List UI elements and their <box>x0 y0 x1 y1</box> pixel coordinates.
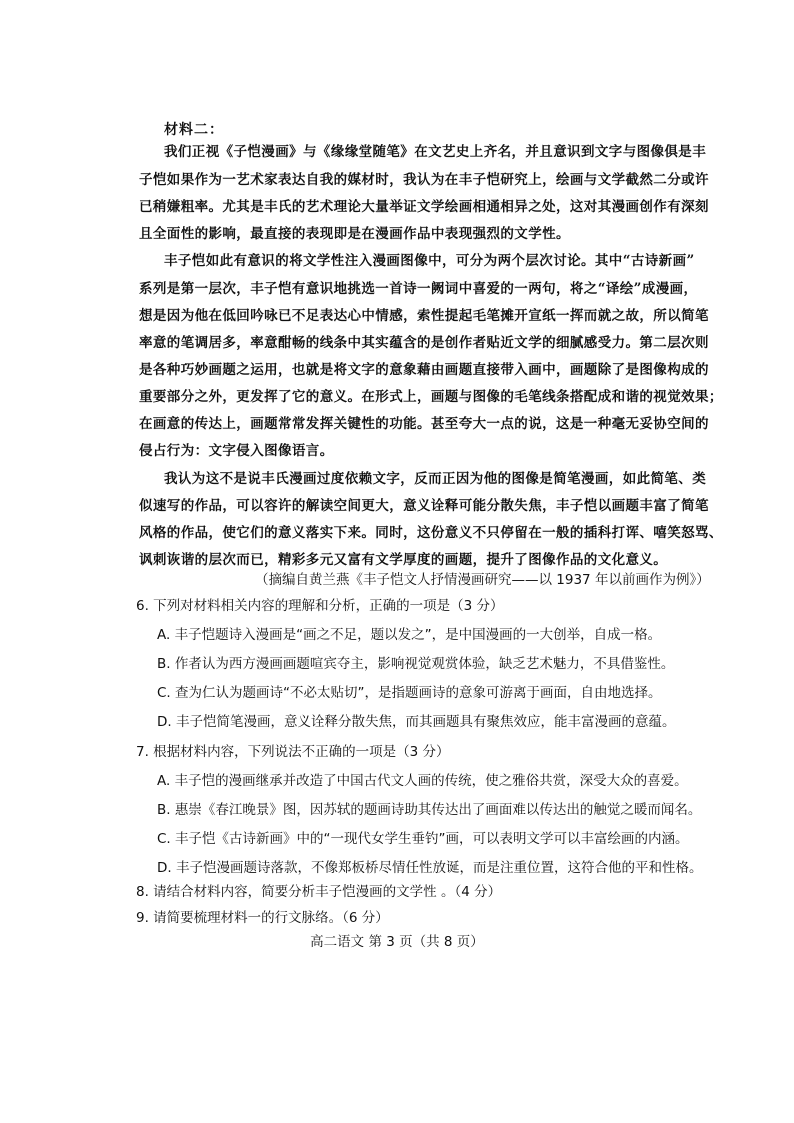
paragraph-line: 且全面性的影响，最直接的表现即是在漫画作品中表现强烈的文学性。 <box>139 226 570 242</box>
question-6-option-b: B. 作者认为西方漫画画题喧宾夺主，影响视觉观赏体验，缺乏艺术魅力，不具借鉴性。 <box>157 656 675 672</box>
question-6-option-c: C. 查为仁认为题画诗“不必太贴切”，是指题画诗的意象可游离于画面，自由地选择。 <box>157 685 662 701</box>
paragraph-line: 率意的笔调居多，率意酣畅的线条中其实蕴含的是创作者贴近文学的细腻感受力。第二层次则 <box>139 335 709 351</box>
paragraph-line: 系列是第一层次，丰子恺有意识地挑选一首诗一阙词中喜爱的一两句，将之“译绘”成漫画， <box>139 281 698 297</box>
question-6-option-a: A. 丰子恺题诗入漫画是“画之不足，题以发之”，是中国漫画的一大创举，自成一格。 <box>157 627 662 643</box>
paragraph-line: 风格的作品，使它们的意义落实下来。同时，这份意义不只停留在一般的插科打诨、嘻笑怒骂、 <box>139 525 723 541</box>
question-7-option-b: B. 惠崇《春江晚景》图，因苏轼的题画诗助其传达出了画面难以传达出的触觉之暖而闻名。 <box>157 802 702 818</box>
paragraph-line: 侵占行为：文字侵入图像语言。 <box>139 443 334 459</box>
page-footer: 高二语文 第 3 页（共 8 页） <box>310 934 484 950</box>
paragraph-line: 想是因为他在低回吟咏已不足表达心中情感，索性提起毛笔摊开宣纸一挥而就之故，所以简笔 <box>139 308 709 324</box>
paragraph-line: 讽刺诙谐的层次而已，精彩多元又富有文学厚度的画题，提升了图像作品的文化意义。 <box>139 552 668 568</box>
paragraph-line: 似速写的作品，可以容许的解读空间更大，意义诠释可能分散失焦，丰子恺以画题丰富了简笔 <box>139 498 709 514</box>
paragraph-line: 子恺如果作为一艺术家表达自我的媒材时，我认为在丰子恺研究上，绘画与文学截然二分或许 <box>139 172 709 188</box>
citation: （摘编自黄兰燕《丰子恺文人抒情漫画研究——以 1937 年以前画作为例》） <box>255 572 710 588</box>
question-7-option-a: A. 丰子恺的漫画继承并改造了中国古代文人画的传统，使之雅俗共赏，深受大众的喜爱。 <box>157 773 688 789</box>
question-8-stem: 8. 请结合材料内容，简要分析丰子恺漫画的文学性 。（4 分） <box>136 884 502 900</box>
paragraph-line: 丰子恺如此有意识的将文学性注入漫画图像中，可分为两个层次讨论。其中“古诗新画” <box>164 253 695 269</box>
paragraph-line: 我们正视《子恺漫画》与《缘缘堂随笔》在文艺史上齐名，并且意识到文字与图像俱是丰 <box>164 144 707 160</box>
question-9-stem: 9. 请简要梳理材料一的行文脉络。（6 分） <box>136 910 389 926</box>
paragraph-line: 我认为这不是说丰氏漫画过度依赖文字，反而正因为他的图像是简笔漫画，如此简笔、类 <box>164 471 707 487</box>
question-7-option-d: D. 丰子恺漫画题诗落款，不像郑板桥尽情任性放诞，而是注重位置，这符合他的平和性格。 <box>157 860 703 876</box>
question-7-stem: 7. 根据材料内容，下列说法不正确的一项是（3 分） <box>136 744 450 760</box>
question-6-stem: 6. 下列对材料相关内容的理解和分析，正确的一项是（3 分） <box>136 598 504 614</box>
paragraph-line: 是各种巧妙画题之运用，也就是将文字的意象藉由画题直接带入画中，画题除了是图像构成的 <box>139 362 709 378</box>
section-title: 材料二： <box>164 122 224 138</box>
paragraph-line: 重要部分之外，更发挥了它的意义。在形式上，画题与图像的毛笔线条搭配成和谐的视觉效果； <box>139 389 723 405</box>
paragraph-line: 已稍嫌粗率。尤其是丰氏的艺术理论大量举证文学绘画相通相异之处，这对其漫画创作有深刻 <box>139 199 709 215</box>
question-7-option-c: C. 丰子恺《古诗新画》中的“一现代女学生垂钓”画，可以表明文学可以丰富绘画的内涵。 <box>157 831 689 847</box>
paragraph-line: 在画意的传达上，画题常常发挥关键性的功能。甚至夸大一点的说，这是一种毫无妥协空间的 <box>139 416 709 432</box>
question-6-option-d: D. 丰子恺简笔漫画，意义诠释分散失焦，而其画题具有聚焦效应，能丰富漫画的意蕴。 <box>157 714 676 730</box>
